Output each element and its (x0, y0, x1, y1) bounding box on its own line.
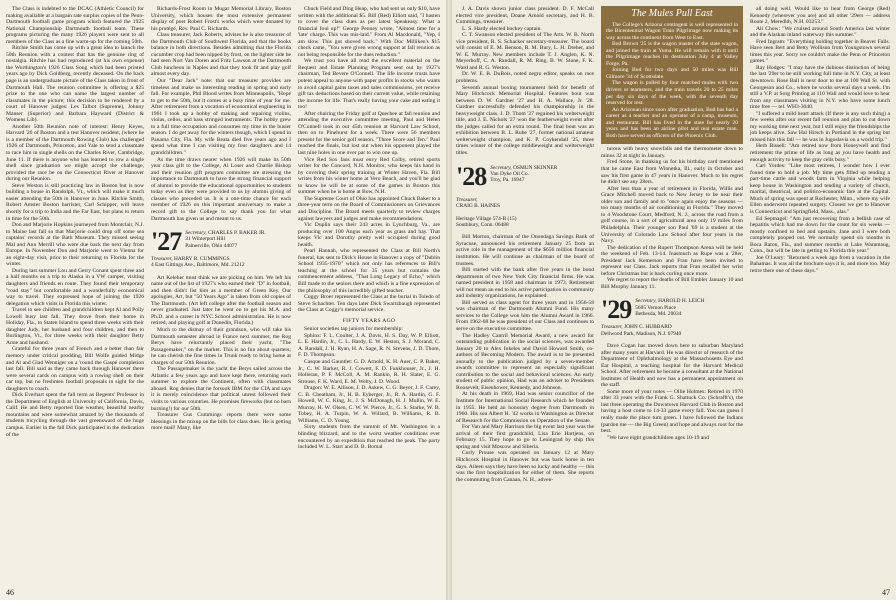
paragraph: turous with heavy snowfalls and the thermometer down to minus 32 at night in January. (601, 146, 743, 159)
secretary-name: CHARLES P. BAKER JR. (208, 230, 266, 237)
treasurer-label: Treasurer, (601, 324, 623, 331)
paragraph: Carl Yordes: "Like most retirees, I wonder how I ever found time to hold a job. My time gets filled up tending a part-time cattle and woods farm in Virginia while helping keep house in Washington and tending a variety of church, marital, theatrical, and politico-economic fare at the Capital. Much of spring was spent at Rochester, Minn., where my wife Ellen underwent repeated surgery. Closest we get to Hanover is Connecticut and Springfield, Mass., alas." (750, 163, 890, 215)
secretary-label: Secretary, (635, 298, 657, 305)
paragraph: Bill started with the bank after five years in the bond departments of two New York City financial firms. He was named president in 1958 and chairman in 1973. Retirement will not mean an end to his active participation in community and industry organizations, he explained. (456, 267, 594, 300)
paragraph: Grateful for three years of French and a better than fair memory under critical prodding, Bill Wolfe guided Midge and Al and Glad Wenniger on a 'round the Gaspé completion last fall. Bill said as they came back through Hanover there were several cards on campus with a rowing shell on their car top, but no freshmen football proposals in sight for the daughters to coach. (6, 346, 144, 392)
paragraph: Ali Chow: "We cruised around South America last winter and the Alaskan inland waterway this summer." (750, 25, 890, 39)
left-page (0, 0, 446, 600)
secretary-name: HAROLD H. LEICH (658, 298, 705, 305)
paragraph: Dr. W. E. B. DuBois, noted negro editor, speaks on race problems. (456, 71, 594, 85)
paragraph: At his death in 1969, Had was senior councillor of the Institute for International Social Research which he founded in 1955. He held an honorary degree from Dartmouth in 1960. His son Albert H. '42 works in Washington as Director of Research for the Commission on Operation of the Senate. (456, 391, 594, 424)
paragraph: We regret to report the deaths of Bill Embler January 10 and Bill Murphy January 11. (601, 277, 743, 290)
paragraph: Another 50th Reunion note of interest: Henry Keyes, Harvard '26 of Boston and a test Hanover resident, (where he is a member of the Dartmouth Rowing Club) has challenged 1926 of Dartmouth, Princeton, and Yale to send a classmate to race him in single shells on the Charles River, Cambridge, June 11. If there is anyone who has learned to row a single shell since graduation we might accept the challenge, provided the race be on the Connecticut River at Hanover during our Reunion. (6, 123, 144, 183)
paragraph: The wagon is pulled by four matched mules with two drivers or teamsters, and the train travels 20 to 25 miles per day six days of the week, with the seventh day reserved for rest. (606, 80, 738, 107)
paragraph: We trust you have all read the excellent material on the Bequest and Estate Planning Program sent out by 1927's chairman, Ted Bevere O'Connell. The life income trusts have potent appeal to anyone with paper profits in stocks who wants to avoid capital gains taxes and sales commissions, yet receive gift tax deductions based on their current value, while retaining the income for life. That's really having your cake and eating it too! (298, 58, 440, 111)
mules-sidebar (601, 6, 743, 144)
treasurer-name: CRAIG B. HAINES (456, 203, 501, 210)
class-year-27: '27 (151, 227, 182, 257)
treasurer-label: Treasurer, (151, 256, 173, 263)
secretary-name: OSMUN SKINNER (513, 164, 558, 171)
paragraph: An Arizonan since soon after graduation, Bud has had a career as a teacher and an operator of a camp, museum, and restaurant. Bill has lived in the state for nearly 20 years and has been an airline pilot and real estate man. Both have served as officers of the Phoenix Club. (606, 106, 738, 139)
paragraph: Senior societies tap juniors for membership: (304, 326, 403, 333)
secretary-address-2: Painesville, Ohio 44077 (185, 242, 238, 249)
right-page (452, 0, 896, 600)
treasurer-address: 4 East Gittings Ave., Baltimore, Md. 21212 (151, 262, 245, 269)
paragraph: Curly Prouse was operated on January 12 at Mary Hitchcock Hospital in Hanover but was back home in ten days. Aileen says they have been so lucky and healthy — this was the first hospitalization for either of them. She reports the commuting from Canaan, N. H., adven- (456, 450, 594, 483)
class-year-29: '29 (601, 295, 632, 325)
paragraph: C. T. Swanson elected president of The Arts. W. B. North vice president, R. S. Schacker secretary-treasurer. The board will consist of E. M. Benson, R. M. Bury, L. H. Dreher, and W. E. Murray. New members include T. J. Anglen, K. N. Meyerhoff, C. A. Randall, R. M. Ring, B. W. Stone, F. K. Ward and R. G. Weston. (456, 32, 594, 71)
paragraph: Treasurer Gus Cummings reports there were some blessings in the mixup on the bills for class dues. He is getting more mail! Many, like (151, 412, 291, 432)
paragraph: Seventh annual boxing tournament held for benefit of Mary Hitchcock Memorial Hospital. Features bout was between D. W. Gardner '27 and H. A. Wallace, Jr. '28. Gardner successfully defended his championship in the heavyweight class. J. D. Thom '27 regained his welterweight title, and J. E. Nichols '27 won the featherweight event after the judges called for an extra round. The final bout was an exhibition between B. L. Rube '27, former national amateur welterweight champion, and K. P. Coykendall '25, three times winner of the college middleweight and welterweight titles. (456, 84, 594, 157)
paragraph: As the time draws nearer when 1926 will make its 50th year class gift to the College, Al Loser and Charlie Bishop and their reunion gift program committee are stressing the importance to Dartmouth to have the strong financial support of alumni to provide the educational opportunities to students today even as they were provided to us by alumni giving of classes who preceded us. It is a one-time chance for each member of 1926 on this important anniversary to make a record gift to the College to say thank you for what Dartmouth has given us and meant to us. (151, 156, 291, 222)
secretary-address-2: Troy, Pa. 16947 (490, 177, 525, 184)
paragraph: Our "Dear Jack" note: that our treasurer provides are timeless and make us interesting reading in spring and early fall. For example, Phil Blood writes from Minneapolis, "Hope to get to the 50th, but it comes at a busy time of year for me. After retirement from a vocation of economical engineering in 1961 I took up a hobby of making and repairing violins, violas, cellos, and bass stringed instruments. The hobby grew to a full time occupation and consumes my time in the busier season. I do get away for the winters though, which I spend in Panama City, Fla. My wife Beata died five years ago and I spend what time I can visiting my four daughters and 14 grandchildren." (151, 78, 291, 157)
paragraph: Bill Morton, chairman of the Onondaga Savings Bank of Syracuse, announced his retirement January 25 from an active role in the management of the $656 million financial institution. He will continue as chairman of the board of trustees. (456, 234, 594, 267)
paragraph: Class treasurer, Jack Roberts, advises he is also treasurer of the Dartmouth Club of Southwest Florida, and that the books balance in both directions. Besides admitting that the Florida cucumber crop had been nipped by frost, on the lighter side he had seen Nort Van Doren and Fritz Lawson at the Dartmouth Club luncheon in Naples and that they took fit and play golf almost every day. (151, 32, 291, 78)
paragraph: Joe O'Leary: "Returned a week ago from a vacation in the Bahamas. It was all the brochure says it is, and more too. May retire there one of these days." (750, 254, 890, 274)
class-heading-27 (151, 227, 291, 269)
paragraph: After less than a year of retirement in Florida, Willis and Grace Mitchell moved back to New Jersey to be near their older son and family and to "once again enjoy the seasons — too many months of air conditioning in Florida." They moved to 4 Woodstone Court, Medford, N. J., across the road from a golf course, in a sort of agricultural area only 19 miles from Philadelphia. Their younger son Paul '69 is a student at the University of Colorado Law School after four years in the Navy. (601, 185, 743, 245)
right-column-3 (750, 6, 890, 590)
secretary-address-1: 31 Winterport Hill (185, 236, 226, 243)
paragraph: Dragon: W. E. Allison, J. D. Askew, C. G. Beyer, J. F. Carey, C. B. Cheatham, Jr., H. B. Eyberger, Jr., R. A. Hardin, G. F. Howell, W. C. King, Jr., J. S. McDonagh, H. J. Mullin, W. E. Murray, H. W. Olsen, C. W. W. Pierce, Jr., G. S. Starke, W. B. Tobey, H. A. Turpin, W. A. Willard, B. Williams, R. B. Williams, C. O. Young. (298, 385, 440, 424)
paragraph: Bud Brown '25 is the wagon master of the state wagon, and joined the train at Yuma. He will remain with it until the Pilgrimage reaches its destination July 4 at Valley Forge, Pa. (606, 41, 738, 67)
paragraph: Fred Ingram: "Everything holding together in Beaver Falls. Have seen Bert and Betty Wollison from Youngstown several times this year. Sorry we couldn't make the Penn or Princeton games." (750, 38, 890, 65)
paragraph: Pearl Hannah, who represented the Class at Bill North's funeral, has sent to Dick's House in Hanover a copy of "Dublin School 1935-1970" which not only has references to Bill's teaching at the school for 35 years but contains the commencement address, "That Long Legacy of Echo," which Bill made to the seniors there and which is a fine expression of the philosophy of this incredibly gifted teacher. (298, 248, 440, 294)
secretary-address-1: Van Dyke Oil Co. (490, 170, 529, 177)
treasurer-label: Treasurer, (456, 196, 478, 203)
left-column-2 (151, 6, 291, 590)
paragraph: "I suffered a mild heart attack (If there is any such thing) a few weeks after our recent fall reunion and plan to cut down my working time next year, but I still enjoy the friendships the job keeps alive. Saw Hal Hirsch in Portland in the spring but missed him this fall — he was in Jugoslavia on a world trip." (750, 110, 890, 143)
paragraph: Herb Bissell: "Am retired now from Honeywell and find retirement the prime of life as long as you have health and enough activity to keep the gray cells busy." (750, 143, 890, 163)
treasurer-name: HARRY B. CUMMINGS (173, 256, 230, 263)
paragraph: Ed Septnagel: "Am just recovering from a bellish case of hepatitis which had me down for the count for six weeks — mostly confined to bed and upstairs. Jane and I were both completely pooped out. We normally spend six months in Boca Raton, Fla., and summer months at Lake Waramaug, Conn., but will be late in getting to Florida this year." (750, 215, 890, 255)
paragraph: Richards-Frost Room in Mugar Memorial Library, Boston University, which houses the most extensive permanent display of poet Robert Frost's works which were donated by his protégé, Rev. Paul C. Richards. (151, 6, 291, 32)
paragraph: Joining Bud for two days and 50 miles was Bill Gilmore '34 of Scottsdale. (606, 67, 738, 80)
right-column-2 (601, 6, 743, 590)
paragraph: For Van and Mary Harrison the big event last year was the arrival of their first grandchild, Lisa Erie Hartjens, on February 15. They hope to go to Leningrad by ship this spring and visit Moscow and Siberia. (456, 424, 594, 450)
paragraph: J. A. Davis shown junior class president. D. F. McCall elected vice president, Doane Arnold secretary, and H. B. Cummings, treasurer. (456, 6, 594, 26)
page-number-right: 47 (882, 588, 890, 597)
paragraph: "We have eight grandchildren ages 10-19 and (607, 434, 709, 441)
treasurer-address: Heritage Village 574-B (15) Southbury, Conn. 06488 (456, 215, 517, 229)
secretary-label: Secretary, (490, 164, 512, 171)
class-year-28: '28 (456, 161, 487, 191)
sidebar-title: The Mules Pull East (631, 8, 713, 19)
right-column-1 (456, 6, 594, 590)
paragraph: During last summer Lou and Gerry Conant spent three and a half months on a trip to Alaska in a VW camper, visiting daughters and friends en route. They found their temporary "road stay" but comfortable and a wonderfully economical way to travel. They expressed hope of joining the 1926 delegation which visits in Florida this winter. (6, 267, 144, 307)
paragraph: The Supreme Court of Ohio has appointed Chuck Baker to a three-year term on the Board of Commissioners on Grievances and Discipline. The Board meets quarterly to review charges against lawyers and judges and make recommendations. (298, 195, 440, 222)
paragraph: Casque and Gauntlet: G. D. Arnold, K. H. Auer, C. P. Baker, Jr., C. W. Barker, R. J. Cowett, F. D. Funkhouser, Jr., J. H. Holleran, P. F. McColl, A. M. Rankin, R. H. Slater, E. G. Strouse, F. K. Ward, E. M. Welty, J. D. Wood. (298, 358, 440, 385)
paragraph: Some more of your notes — Ollie Holmes: Retired in 1970 after 33 years with the Frank G. Shattuck Co. (Schrafft's), the last three operating the Downtown Harvard Club in Boston and having a host come to 14-33 game every fall. You can guess I really made the place turn green. I have followed the Indians (pardon me — the Big Green) and hope and always root for the best. (601, 388, 743, 435)
paragraph: Bill served as class agent for three years and in 1956-58 was chairman of the Dartmouth Alumni Fund. His many services to the College won him the Alumni Award in 1966. From 1962-68 he was president of our Class and continues to serve on the executive committee. (456, 299, 594, 333)
treasurer-name: JOHN C. HUBBARD (623, 324, 672, 331)
treasurer-address: Dellwood Park, Madison, N.J. 07940 (601, 330, 682, 337)
paragraph: all doing well. Would like to hear from George (Red) Kennedy (wherever you are) and all other '29ers — address Route 2, Meredith, N.H. 03253." (750, 6, 890, 26)
paragraph: Travel to see children and grandchildren kept Al and Polly Lowell busy last fall. They drove from their home in Holiday, Fla., to Staten Island to spend three weeks with their daughter Judy, her husband and four children, and then to Burlington, Vt., for three weeks with their daughter Betty Anne and husband. (6, 307, 144, 346)
page-number-left: 46 (6, 588, 14, 597)
paragraph: Sphinx: F. L. Coulter, J. A. Davis, H. S. Day, W. P. Elliott, L. E. Hardin, Jr., C. L. Hardy, E. W. Heston, S. J. Morand, C. A. Randall, J. H. Ryan, H. A. Sage, R. N. Stevens, J. D. Thom, F. D. Thompson. (298, 332, 440, 359)
paragraph: Dave Cogan has moved down here to suburban Maryland after many years at Harvard. He was director of research of the Department of Ophthalmology at the Massachusetts Eye and Ear Hospital, a teaching hospital for the Harvard Medical School. After retirement he became a consultant at the National Institutes of Health and now has a permanent appointment on the staff. (601, 343, 743, 389)
paragraph: Vic Duplin says their 243 acres in Lynchburg, Va., are producing over 100 Angus each year as grass and hay. That keeps Vic and Dorothy pretty well occupied during good health. (298, 222, 440, 248)
paragraph: Sixty students from the summit of Mt. Washington in a blinding blizzard, and to the worst weather conditions ever encountered by an expedition that reached the peak. The party included W. L. Starr and D. B. Bomal (298, 424, 440, 451)
paragraph: Fred Stone, in thanking us for his birthday card mentioned that he came East from Winnetka, Ill., early in October and saw his first game in 47 years in Hanover. Much to his regret he didn't see any 28ers. (601, 159, 743, 186)
paragraph: Don and Marjorie Hopkins journeyed from Montclair, N.J. to Maine last fall so that Marjorie could drop off some sea captains' records at the Bath Museum. They missed seeing Mal and Ann Merrill who were due back the next day from Europe. In November Don and Marjorie went to Vienna for an eight-day visit, prior to their returning to Florida for the winter. (6, 222, 144, 268)
paragraph: L. S. Hardy elected hockey captain. (462, 25, 542, 32)
class-heading-28 (456, 161, 594, 229)
paragraph: After chairing the Friday golf at Quechee at fall reunion and attending the executive committee meeting, Paul and Helen O'Connell took in our 45th reunion at Harvard Law School, then on to Pinehurst for a week. There were 56 members present for the senior golf season. "Three Score and Ten." Paul reached the finals, but lost out when his opponent played the last nine holes in one over par to win one up. (298, 110, 440, 157)
paragraph: Art Keleher must think we are picking on him. We left his name out of the list of 1927's who earned their "D" in football, and then didn't list him as a member of Green Key. Our apologies, Art, but "50 Years Ago" is taken from old copies of The Dartmouth. (Art left college after the football season and never graduated. Just later he went on to get his M.A. and Ph.D. and a career in NYC School administration. He is now retired, and playing golf at Dunedin, Florida.) (151, 274, 291, 327)
paragraph: The Class is indebted to the DCAC (Athletic Council) for making available at a bargain rate surplus copies of the Penn-Dartmouth football game program which featured the 1925 National Championship Dartmouth football team. These programs picturing the many 1926 players were sent to all members of the Class as a fine warm-up for the coming 50th. (6, 6, 144, 45)
paragraph: The Passagemaker is the yacht the Berys sailed across the Atlantic a few years ago and have kept there, returning each summer to explore the Continent, often with classmates aboard. Rog denies that he forsook IBM for the CIA and says it is merely coincidence that political unrest followed their visits to various countries. He promises fireworks (but no barn burning!) for our 50th. (151, 366, 291, 412)
paragraph: Much to the dismay of their grandson, who will take his Dartmouth semester abroad in France next summer, the Rog Berys have reluctantly placed their yacht, "The Passagemaker," on the market. This is no fun about quarters; he can cherish the fine times in Trunk ready to bring home at charges of our 50th Reunion. (151, 327, 291, 366)
paragraph: Ritchie Smith has come up with a great idea to launch the 50th Reunion with a contest that has the genuine ring of nostalgia. Ritchie has had reproduced (at his own expense) the Worthington's 1926 Class Song which had been printed years ago by Dick Goldberg, recently deceased. On the back page is an undergraduate picture of the Class taken in front of Dartmouth Hall. The reunion committee is offering a $25 prize to the one who can name the largest number of classmates in the picture; this decision to be rendered by a court of Hanover judges: Les Talbot (Supreme), Johnny Manser (Superior) and Barbara Hayward (District & Womens Lib). (6, 45, 144, 124)
paragraph: Ray Hodges: "I may have the dubious distinction of being the last '29er to be still working full time in N.Y. City, at least downtown. Rose Ball is next door to me at 100 Wall St. with Georgeson and Co., where he works several days a week. I'm still a V.P. at Sorg Printing at 110 Wall and would love to hear from any classmates visiting in N.Y. who have some lunch time free — tel. WH3-3040. (750, 64, 890, 111)
class-heading-29 (601, 295, 743, 337)
secretary-label: Secretary, (185, 230, 207, 237)
secretary-address-2: Bethesda, Md. 20034 (635, 311, 682, 318)
left-column-1 (6, 6, 144, 590)
paragraph: The dedication of the Rupert Thompson Arena will be held the weekend of Feb. 13-14. Inasmuch as Rupe was a '28er, President Jack Kemerson and Fran have been invited to represent our Class. Jack reports that Fran recalled her wrist before Christmas but is back curling once more. (601, 244, 743, 277)
secretary-address-1: 5605 Vernon Place (635, 304, 676, 311)
paragraph: Steve Weston is still practicing law in Boston but is now building a house in Randolph, Vt., which will make it much easier attending the 50th in Hanover in June. Ritchie Smith, Robert Amster Boston barrister, Carl Schipper, will leave shortly for a trip to India and the Far East, but plans to return in time for the 50th. (6, 182, 144, 222)
paragraph: Coggy Broer represented the Class at the burial in Toledo of Steve Schachter. Ten days later Dick Swartzbaugh represented the Class at Coggy's memorial service. (298, 294, 440, 314)
left-column-3 (298, 6, 440, 590)
paragraph: Vice Red Sox fans must envy Red Colby, retired sports writer for the Concord, N.H. Monitor, who keeps his hand in by covering their spring training at Winter Haven, Fla. Bill writes from his winter home at Vero Beach, and you'll be glad to know he will be at some of the games in Boston this summer when he is home at Bow, N.H. (298, 156, 440, 196)
paragraph: The College's Arizona contingent is well represented in the Bicentennial Wagon Train Pilgrimage now making its way across the continent from West to East. (606, 21, 738, 41)
paragraph: Chuck Field and Ding Heap, who had sent us only $10, have written with the additional $5. Bill (Red) Elliott said, "I hasten to cover the class dues as per latest Speakeasy. What a financial foul up!" George Penney wrote, "Almost time for a 'late' charge. This was mis-laid." From Al Macdonald, "Yep, I am slow. This got shoved back." With Doc Milliken's $15 check came, "You were given wrong support at fall reunion as not being responsible for the dues reduction." (298, 6, 440, 58)
fifty-years-ago-heading: FIFTY YEARS AGO (342, 317, 396, 324)
paragraph: Dick Everhart spent the fall term as Regents' Professor in the Department of English at University of California, Davis, Calif. He and Betty reported fine weather, beautiful nearby mountains and were somewhat amazed by the thousands of students bicycling through the vast greensward of the huge campus. Earlier in the fall Dick participated in the dedication of the (6, 392, 144, 438)
paragraph: The Hadley Cantril Memorial Award, a new award for outstanding publication in the social sciences, was awarded January 20 to Alex Inkeles and David Howard Smith, co-authors of Becoming Modern. The award is to be presented annually to the publication judged by a seven-member awards committee to represent an especially significant contribution to the social and behavioral sciences. An early student of public opinion, Had was an adviser to Presidents Roosevelt, Eisenhower, Kennedy, and Johnson. (456, 332, 594, 391)
